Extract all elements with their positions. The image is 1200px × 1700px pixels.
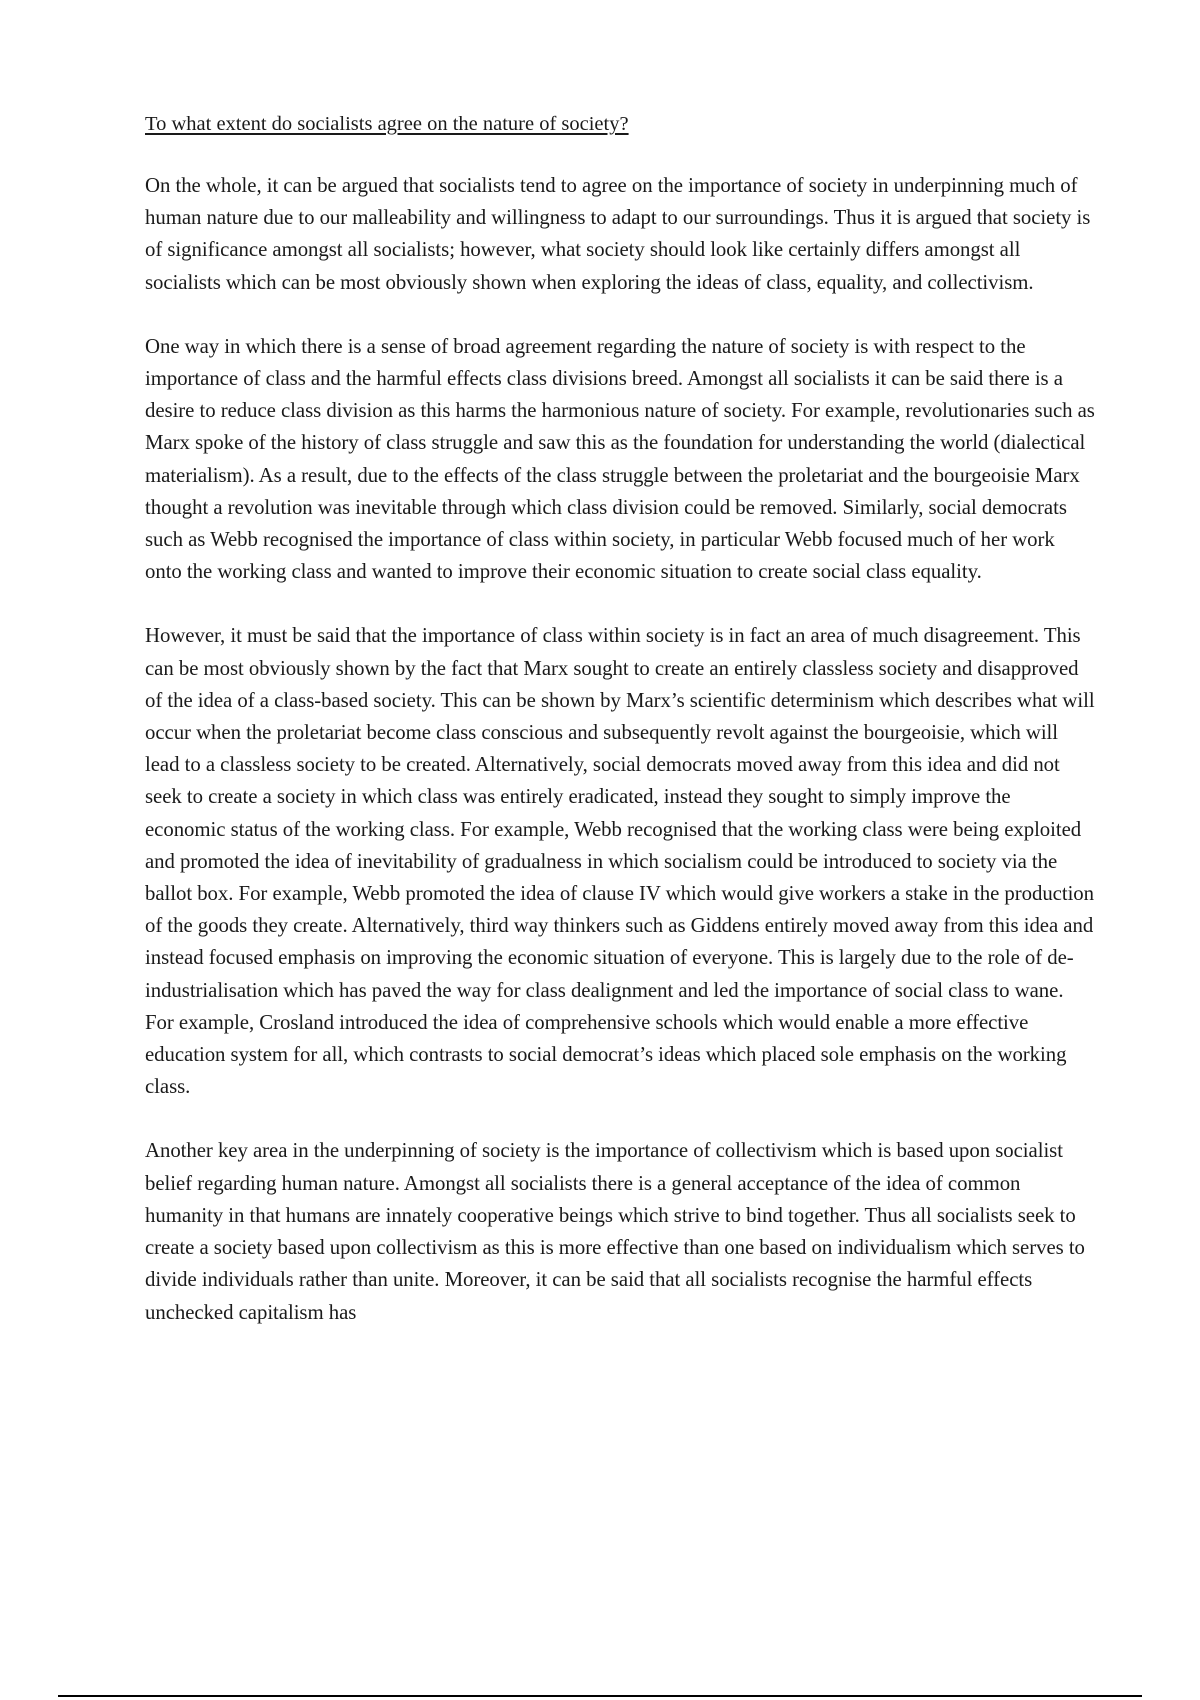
document-body <box>145 110 1095 1361</box>
paragraph-introduction: On the whole, it can be argued that socialists tend to agree on the importance of society in underpinning much of human nature due to our malleability and willingness to adapt to our surroundings. Thus it is argued that society is of significance amongst all socialists; however, what society should look like certainly differs amongst all socialists which can be most obviously shown when exploring the ideas of class, equality, and collectivism. <box>145 174 1091 294</box>
paragraph-class-agreement: One way in which there is a sense of broad agreement regarding the nature of society is with respect to the importance of class and the harmful effects class divisions breed. Amongst all socialists it can be said there is a desire to reduce class division as this harms the harmonious nature of society. For example, revolutionaries such as Marx spoke of the history of class struggle and saw this as the foundation for understanding the world (dialectical materialism). As a result, due to the effects of the class struggle between the proletariat and the bourgeoisie Marx thought a revolution was inevitable through which class division could be removed. Similarly, social democrats such as Webb recognised the importance of class within society, in particular Webb focused much of her work onto the working class and wanted to improve their economic situation to create social class equality. <box>145 334 1095 584</box>
essay-title: To what extent do socialists agree on the nature of society? <box>145 113 629 135</box>
paragraph-class-disagreement: However, it must be said that the importance of class within society is in fact an area of much disagreement. This can be most obviously shown by the fact that Marx sought to create an entirely classless society and disapproved of the idea of a class-based society. This can be shown by Marx’s scientific determinism which describes what will occur when the proletariat become class conscious and subsequently revolt against the bourgeoisie, which will lead to a classless society to be created. Alternatively, social democrats moved away from this idea and did not seek to create a society in which class was entirely eradicated, instead they sought to simply improve the economic status of the working class. For example, Webb recognised that the working class were being exploited and promoted the idea of inevitability of gradualness in which socialism could be introduced to society via the ballot box. For example, Webb promoted the idea of clause IV which would give workers a stake in the production of the goods they create. Alternatively, third way thinkers such as Giddens entirely moved away from this idea and instead focused emphasis on improving the economic situation of everyone. This is largely due to the role of de-industrialisation which has paved the way for class dealignment and led the importance of social class to wane. For example, Crosland introduced the idea of comprehensive schools which would enable a more effective education system for all, which contrasts to social democrat’s ideas which placed sole emphasis on the working class. <box>145 624 1095 1099</box>
page-bottom-rule <box>58 1695 1142 1697</box>
paragraph-collectivism: Another key area in the underpinning of society is the importance of collectivism which is based upon socialist belief regarding human nature. Amongst all socialists there is a general acceptance of the idea of common humanity in that humans are innately cooperative beings which strive to bind together. Thus all socialists seek to create a society based upon collectivism as this is more effective than one based on individualism which serves to divide individuals rather than unite. Moreover, it can be said that all socialists recognise the harmful effects unchecked capitalism has <box>145 1139 1085 1324</box>
